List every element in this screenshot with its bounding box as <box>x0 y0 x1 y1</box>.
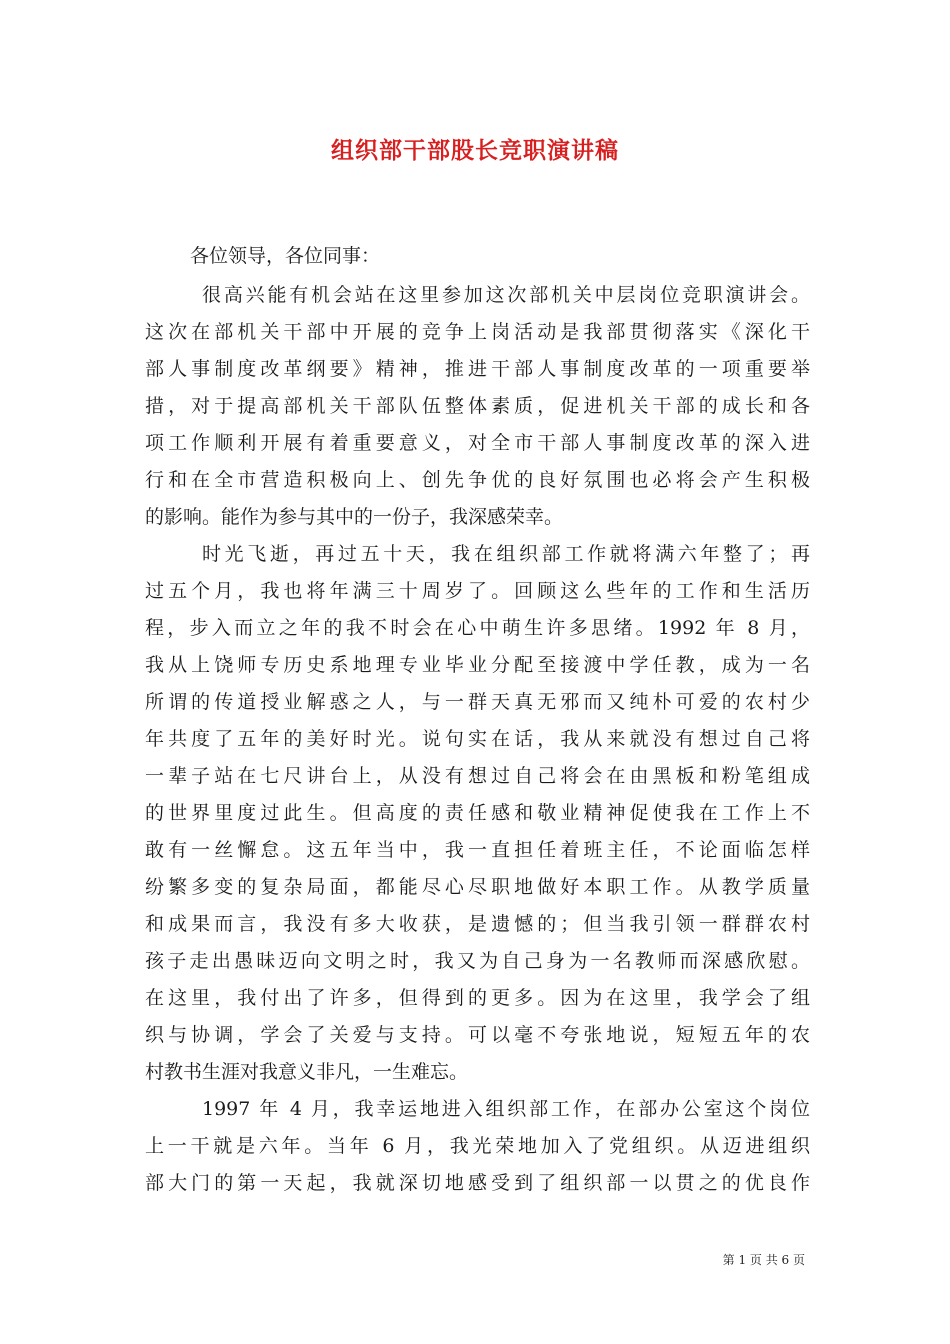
text-line: 1997 年 4 月，我幸运地进入组织部工作，在部办公室这个岗位 <box>202 1098 810 1120</box>
text-line: 措，对于提高部机关干部队伍整体素质，促进机关干部的成长和各 <box>145 395 810 417</box>
document-body <box>145 277 810 1202</box>
text-line: 时光飞逝，再过五十天，我在组织部工作就将满六年整了；再 <box>202 543 810 565</box>
text-line: 所谓的传道授业解惑之人，与一群天真无邪而又纯朴可爱的农村少 <box>145 691 810 713</box>
text-line: 村教书生涯对我意义非凡，一生难忘。 <box>145 1061 469 1083</box>
text-line: 上一干就是六年。当年 6 月，我光荣地加入了党组织。从迈进组织 <box>145 1135 810 1157</box>
text-line: 部人事制度改革纲要》精神，推进干部人事制度改革的一项重要举 <box>145 358 810 380</box>
paragraph-3 <box>145 1091 810 1202</box>
greeting: 各位领导，各位同事： <box>190 245 381 267</box>
text-line: 孩子走出愚昧迈向文明之时，我又为自己身为一名教师而深感欣慰。 <box>145 950 810 972</box>
page-number-footer: 第 1 页 共 6 页 <box>722 1253 805 1267</box>
text-line: 我从上饶师专历史系地理专业毕业分配至接渡中学任教，成为一名 <box>145 654 810 676</box>
text-line: 过五个月，我也将年满三十周岁了。回顾这么些年的工作和生活历 <box>145 580 810 602</box>
text-line: 敢有一丝懈怠。这五年当中，我一直担任着班主任，不论面临怎样 <box>145 839 810 861</box>
document-title: 组织部干部股长竞职演讲稿 <box>331 137 619 164</box>
text-line: 和成果而言，我没有多大收获，是遗憾的；但当我引领一群群农村 <box>145 913 810 935</box>
text-line: 一辈子站在七尺讲台上，从没有想过自己将会在由黑板和粉笔组成 <box>145 765 810 787</box>
text-line: 程，步入而立之年的我不时会在心中萌生许多思绪。1992 年 8 月， <box>145 617 810 639</box>
text-line: 很高兴能有机会站在这里参加这次部机关中层岗位竞职演讲会。 <box>202 284 810 306</box>
text-line: 纷繁多变的复杂局面，都能尽心尽职地做好本职工作。从教学质量 <box>145 876 810 898</box>
text-line: 年共度了五年的美好时光。说句实在话，我从来就没有想过自己将 <box>145 728 810 750</box>
text-line: 的影响。能作为参与其中的一份子，我深感荣幸。 <box>145 506 564 528</box>
text-line: 行和在全市营造积极向上、创先争优的良好氛围也必将会产生积极 <box>145 469 810 491</box>
text-line: 在这里，我付出了许多，但得到的更多。因为在这里，我学会了组 <box>145 987 810 1009</box>
paragraph-1 <box>145 277 810 536</box>
text-line: 的世界里度过此生。但高度的责任感和敬业精神促使我在工作上不 <box>145 802 810 824</box>
text-line: 部大门的第一天起，我就深切地感受到了组织部一以贯之的优良作 <box>145 1172 810 1194</box>
text-line: 织与协调，学会了关爱与支持。可以毫不夸张地说，短短五年的农 <box>145 1024 810 1046</box>
paragraph-2 <box>145 536 810 1091</box>
text-line: 项工作顺利开展有着重要意义，对全市干部人事制度改革的深入进 <box>145 432 810 454</box>
text-line: 这次在部机关干部中开展的竞争上岗活动是我部贯彻落实《深化干 <box>145 321 810 343</box>
